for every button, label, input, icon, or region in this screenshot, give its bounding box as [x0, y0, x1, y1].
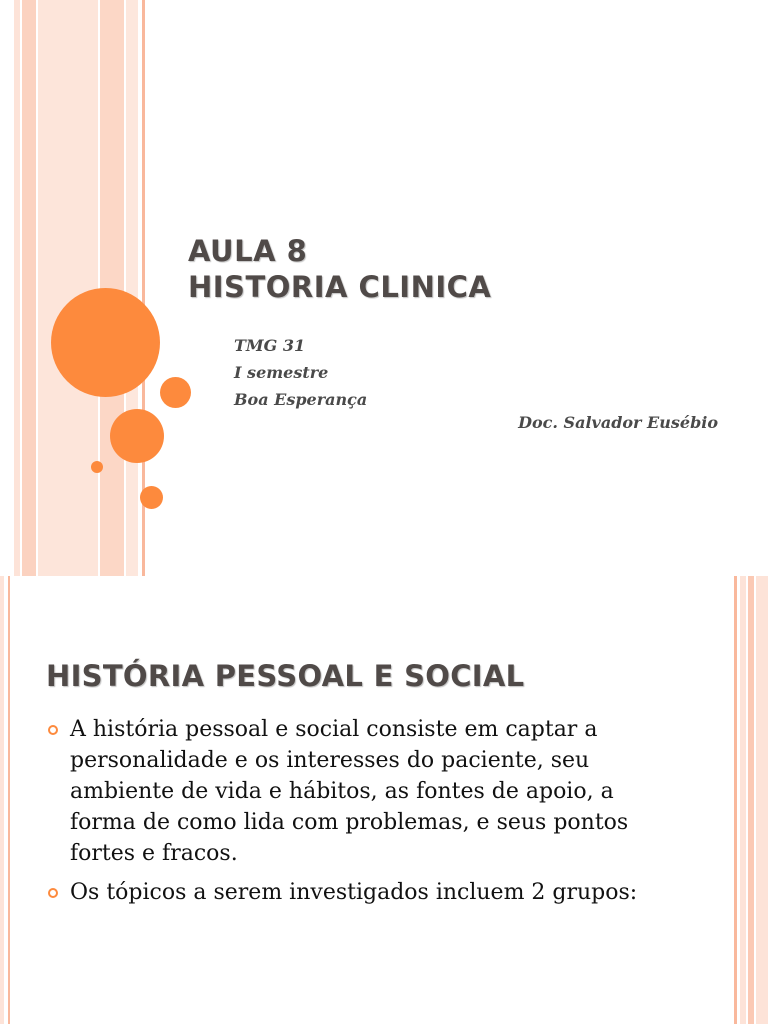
decorative-stripe [14, 0, 20, 576]
decorative-stripe [126, 0, 138, 576]
circle-bullet-icon [48, 725, 58, 735]
author-name: Doc. Salvador Eusébio [518, 413, 718, 432]
decorative-stripe [22, 0, 36, 576]
title-line: HISTORIA CLINICA [188, 270, 492, 304]
list-item [44, 877, 684, 908]
decorative-circle-small [160, 377, 191, 408]
content-slide [0, 576, 768, 1024]
decorative-circle-large [51, 288, 160, 397]
decorative-stripe [8, 576, 10, 1024]
decorative-stripe [740, 576, 746, 1024]
list-item [44, 714, 684, 869]
subtitle-line: TMG 31 [234, 336, 306, 355]
slide-title: HISTÓRIA PESSOAL E SOCIAL [46, 659, 525, 693]
decorative-stripe [756, 576, 768, 1024]
decorative-stripe [38, 0, 98, 576]
bullet-list [44, 714, 684, 916]
decorative-stripe [0, 576, 4, 1024]
decorative-stripe [748, 576, 754, 1024]
slide-title [188, 233, 491, 305]
decorative-circle-small [140, 486, 163, 509]
subtitle-line: I semestre [234, 363, 329, 382]
subtitle-line: Boa Esperança [234, 390, 368, 409]
bullet-text: A história pessoal e social consiste em captar a personalidade e os interesses do paciente, seu ambiente de vida e hábitos, as fontes de apoio, a forma de como lida com problemas, e seus pontos fortes e fracos. [70, 717, 629, 866]
bullet-text: Os tópicos a serem investigados incluem 2 grupos: [70, 880, 638, 905]
circle-bullet-icon [48, 888, 58, 898]
decorative-circle-tiny [91, 461, 103, 473]
decorative-stripe [734, 576, 737, 1024]
decorative-circle-medium [110, 409, 164, 463]
title-line: AULA 8 [188, 234, 308, 268]
slide-subtitle [234, 332, 367, 413]
